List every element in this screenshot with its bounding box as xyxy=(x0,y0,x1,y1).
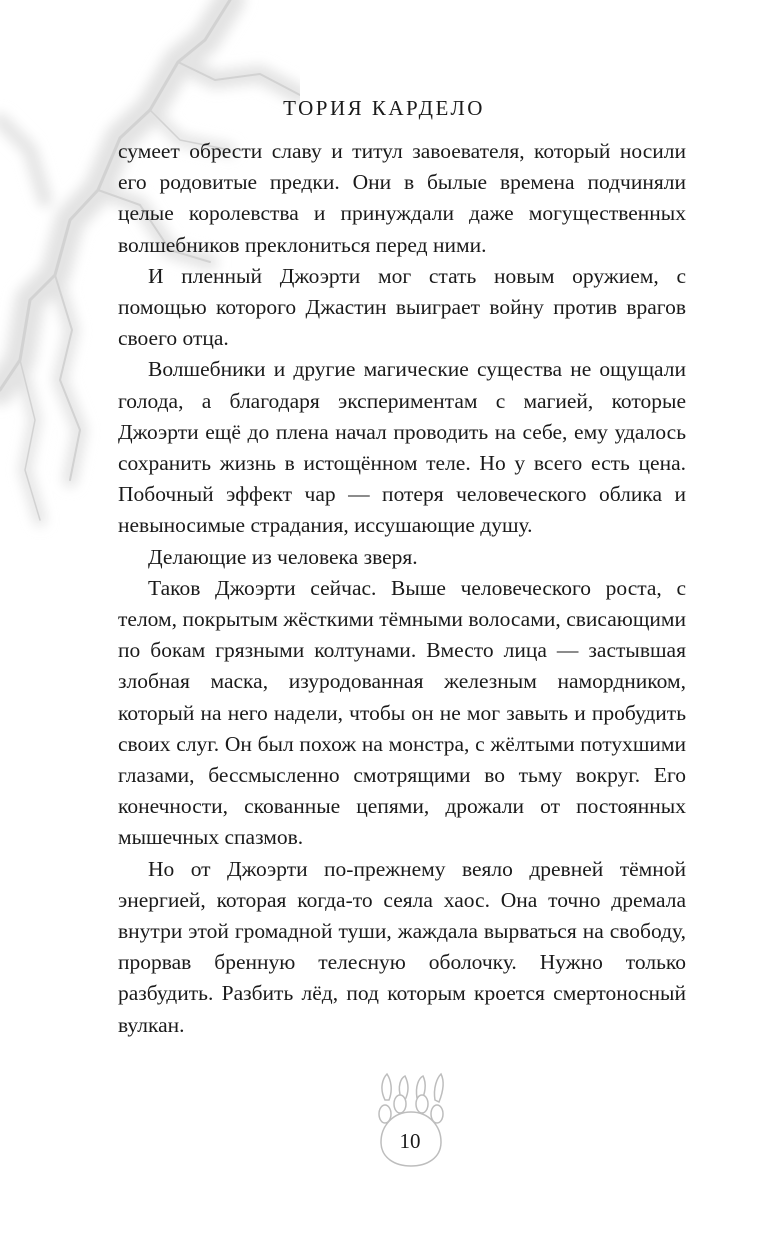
page-number: 10 xyxy=(399,1129,421,1153)
paragraph: Волшебники и другие магические существа не ощущали голода, а благодаря экспериментам с магией, которые Джоэрти ещё до плена начал проводить на себе, ему удалось сохранить жизнь в истощённом теле. Но у всего есть цена. Побочный эффект чар — потеря человеческого облика и невыносимые страдания, иссушающие душу. xyxy=(118,357,686,538)
paragraph: Таков Джоэрти сейчас. Выше человеческого роста, с телом, покрытым жёсткими тёмными волосами, свисающими по бокам грязными колтунами. Вместо лица — застывшая злобная маска, изуродованная железным намордником, который на него надели, чтобы он не мог завыть и пробудить своих слуг. Он был похож на монстра, с жёлтыми потухшими глазами, бессмысленно смотрящими во тьму вокруг. Его конечности, скованные цепями, дрожали от постоянных мышечных спазмов. xyxy=(118,575,686,850)
paragraph: Но от Джоэрти по-прежнему веяло древней тёмной энергией, которая когда-то сеяла хаос. Она точно дремала внутри этой громадной туши, жаждала вырваться на свободу, прорвав бренную телесную оболочку. Нужно только разбудить. Разбить лёд, под которым кроется смертоносный вулкан. xyxy=(118,856,686,1037)
paragraph: Делающие из человека зверя. xyxy=(148,544,418,569)
paragraph: сумеет обрести славу и титул завоевателя, который носили его родовитые предки. Они в былые времена подчиняли целые королевства и принуждали даже могущественных волшебников преклониться перед ними. xyxy=(118,139,686,257)
body-text xyxy=(118,136,686,1041)
paragraph: И пленный Джоэрти мог стать новым оружием, с помощью которого Джастин выиграет войну против врагов своего отца. xyxy=(118,263,686,351)
running-head-title: ТОРИЯ КАРДЕЛО xyxy=(283,96,485,120)
